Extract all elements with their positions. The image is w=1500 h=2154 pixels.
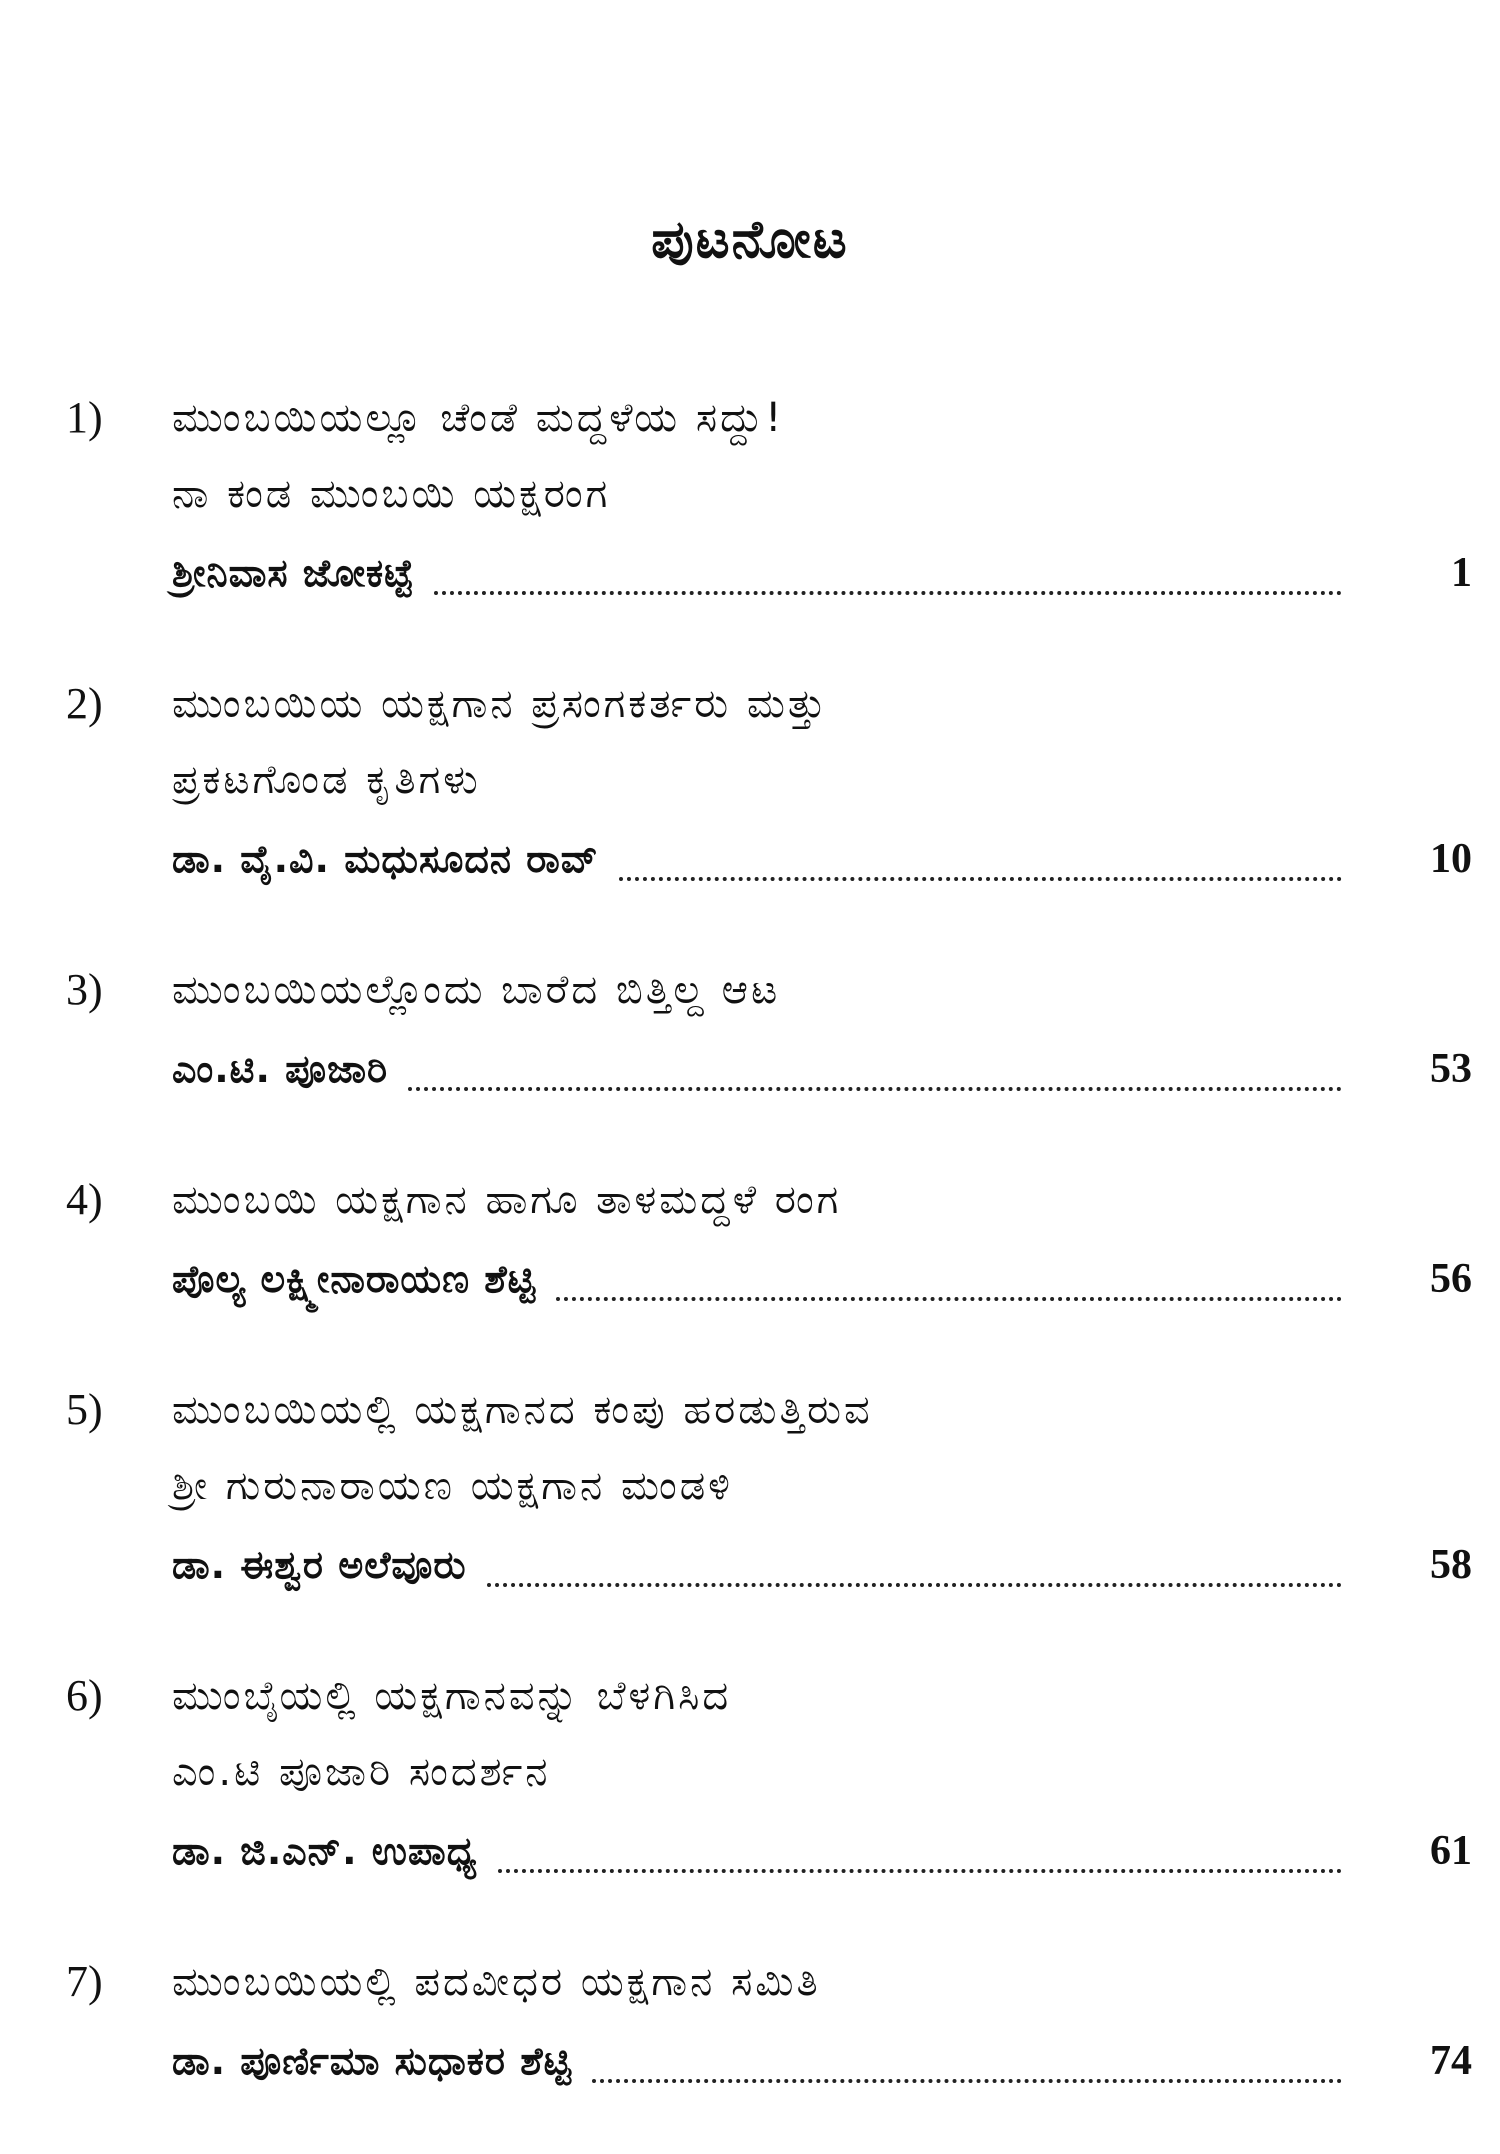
toc-entry-2 — [0, 666, 1500, 900]
entry-title-line: ಪ್ರಕಟಗೊಂಡ ಕೃತಿಗಳು — [172, 757, 481, 803]
entry-author: ಪೊಲ್ಯ ಲಕ್ಷ್ಮೀನಾರಾಯಣ ಶೆಟ್ಟಿ — [172, 1257, 537, 1301]
entry-author: ಶ್ರೀನಿವಾಸ ಜೋಕಟ್ಟೆ — [172, 551, 415, 595]
entry-number: 7) — [66, 1957, 103, 2006]
toc-entry-1 — [0, 380, 1500, 614]
toc-entry-5 — [0, 1372, 1500, 1606]
author-row — [172, 2020, 1472, 2102]
entry-author: ಡಾ. ವೈ.ವಿ. ಮಧುಸೂದನ ರಾವ್ — [172, 837, 599, 881]
author-row — [172, 1524, 1472, 1606]
entry-number: 3) — [66, 965, 103, 1014]
entry-page-number: 56 — [1430, 1256, 1472, 1302]
entry-number: 2) — [66, 679, 103, 728]
entry-number: 4) — [66, 1175, 103, 1224]
entry-page-number: 58 — [1430, 1542, 1472, 1588]
page-title: ಪುಟನೋಟ — [651, 210, 849, 270]
entry-title-line: ಶ್ರೀ ಗುರುನಾರಾಯಣ ಯಕ್ಷಗಾನ ಮಂಡಳಿ — [172, 1463, 733, 1509]
entry-number: 6) — [66, 1671, 103, 1720]
entry-page-number: 53 — [1430, 1046, 1472, 1092]
entry-number: 1) — [66, 393, 103, 442]
author-row — [172, 1238, 1472, 1320]
author-row — [172, 1810, 1472, 1892]
dot-leader — [408, 1061, 1342, 1091]
entry-author: ಡಾ. ಜಿ.ಎನ್. ಉಪಾಧ್ಯ — [172, 1829, 478, 1873]
entry-title-line: ಮುಂಬೈಯಲ್ಲಿ ಯಕ್ಷಗಾನವನ್ನು ಬೆಳಗಿಸಿದ — [172, 1673, 732, 1719]
entry-title-line: ಎಂ.ಟಿ ಪೂಜಾರಿ ಸಂದರ್ಶನ — [172, 1749, 551, 1795]
entry-number: 5) — [66, 1385, 103, 1434]
entry-title-line: ಮುಂಬಯಿಯಲ್ಲೂ ಚೆಂಡೆ ಮದ್ದಳೆಯ ಸದ್ದು! — [172, 395, 785, 441]
dot-leader — [498, 1843, 1342, 1873]
toc-entry-7 — [0, 1944, 1500, 2102]
table-of-contents — [0, 380, 1500, 2154]
entry-page-number: 10 — [1430, 836, 1472, 882]
entry-title-line: ಮುಂಬಯಿ ಯಕ್ಷಗಾನ ಹಾಗೂ ತಾಳಮದ್ದಳೆ ರಂಗ — [172, 1177, 842, 1223]
entry-title-line: ಮುಂಬಯಿಯಲ್ಲೊಂದು ಬಾರೆದ ಬಿತ್ತಿಲ್ದ ಆಟ — [172, 967, 781, 1013]
toc-entry-6 — [0, 1658, 1500, 1892]
toc-entry-3 — [0, 952, 1500, 1110]
entry-author: ಡಾ. ಪೂರ್ಣಿಮಾ ಸುಧಾಕರ ಶೆಟ್ಟಿ — [172, 2039, 573, 2083]
entry-title-line: ಮುಂಬಯಿಯಲ್ಲಿ ಯಕ್ಷಗಾನದ ಕಂಪು ಹರಡುತ್ತಿರುವ — [172, 1387, 873, 1433]
author-row — [172, 1028, 1472, 1110]
dot-leader — [592, 2053, 1342, 2083]
entry-page-number: 74 — [1430, 2038, 1472, 2084]
entry-author: ಎಂ.ಟಿ. ಪೂಜಾರಿ — [172, 1047, 389, 1091]
entry-title-line: ಮುಂಬಯಿಯಲ್ಲಿ ಪದವೀಧರ ಯಕ್ಷಗಾನ ಸಮಿತಿ — [172, 1959, 821, 2005]
dot-leader — [619, 851, 1342, 881]
entry-author: ಡಾ. ಈಶ್ವರ ಅಲೆವೂರು — [172, 1543, 467, 1587]
entry-page-number: 1 — [1451, 550, 1472, 596]
dot-leader — [487, 1557, 1342, 1587]
entry-title-line: ನಾ ಕಂಡ ಮುಂಬಯಿ ಯಕ್ಷರಂಗ — [172, 471, 611, 517]
dot-leader — [434, 565, 1342, 595]
entry-page-number: 61 — [1430, 1828, 1472, 1874]
dot-leader — [556, 1271, 1342, 1301]
entry-title-line: ಮುಂಬಯಿಯ ಯಕ್ಷಗಾನ ಪ್ರಸಂಗಕರ್ತರು ಮತ್ತು — [172, 681, 829, 727]
author-row — [172, 532, 1472, 614]
author-row — [172, 818, 1472, 900]
toc-entry-4 — [0, 1162, 1500, 1320]
